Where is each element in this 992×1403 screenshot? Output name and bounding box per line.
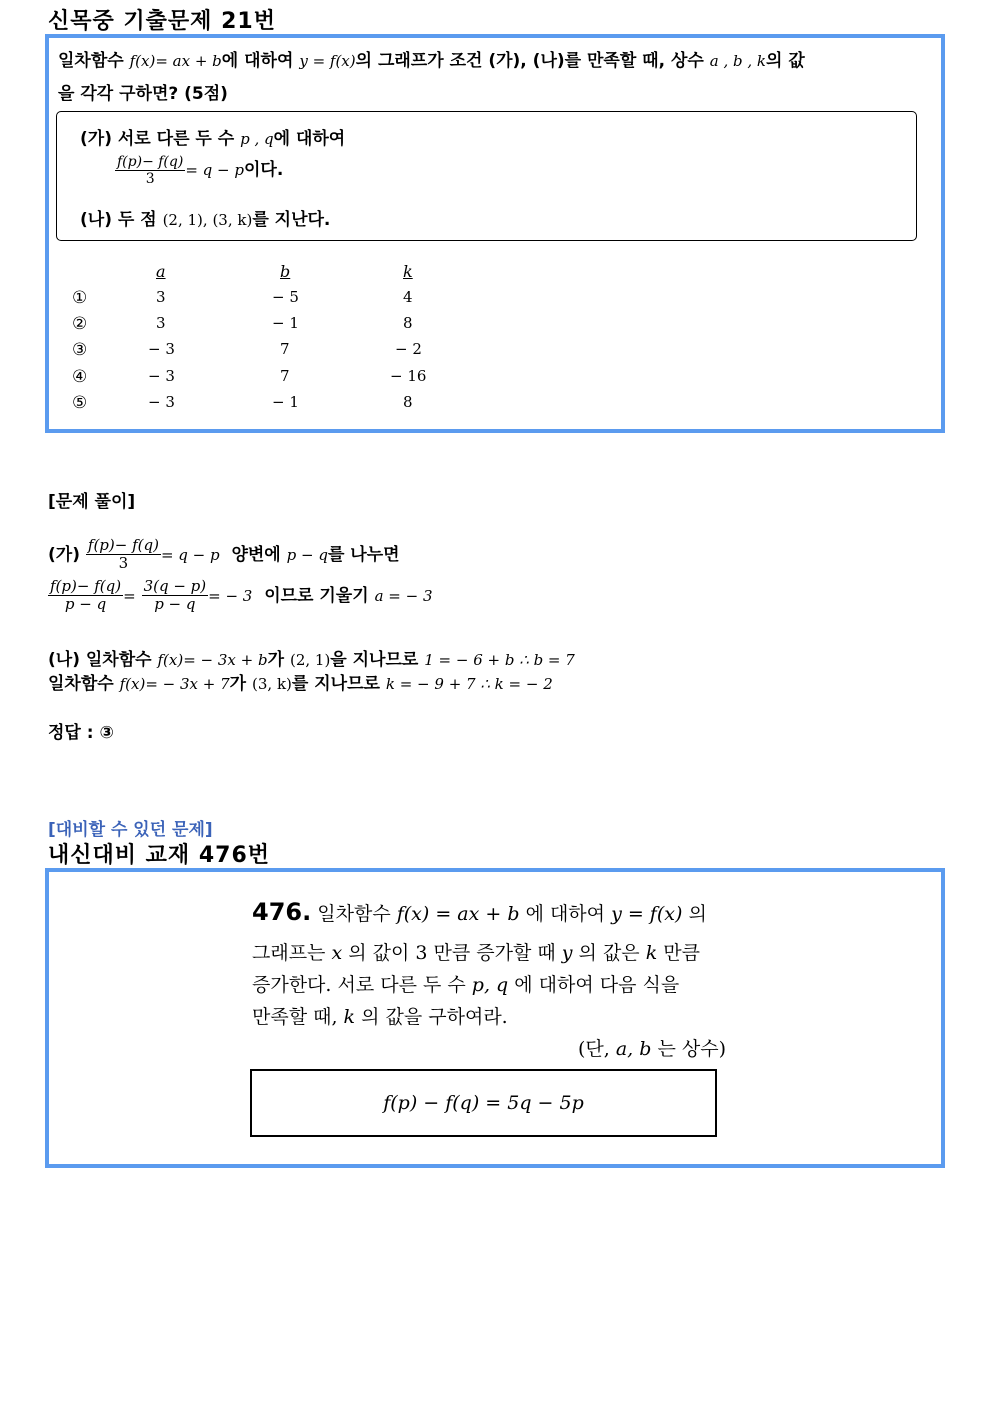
related-label: [대비할 수 있던 문제]	[48, 820, 213, 840]
answer: 정답 : ③	[48, 723, 114, 743]
solution-step-1: (가) $\frac{f(p)- f(q)}{3}$ = q − p 양변에 p − q를 나누면	[48, 536, 400, 573]
condition-ga: (가) 서로 다른 두 수 p , q에 대하여	[80, 129, 346, 149]
fraction: $\frac{f(p)- f(q)}{3}$	[117, 154, 184, 188]
related-title: 내신대비 교재 476번	[48, 843, 271, 868]
problem-line-2: 을 각각 구하면? (5점)	[58, 84, 228, 104]
solution-step-4: 일차함수 f(x)= − 3x + 7가 (3, k)를 지나므로 k = − 9 + 7 ∴ k = − 2	[48, 674, 553, 694]
related-line-3: 증가한다. 서로 다른 두 수 p, q 에 대하여 다음 식을	[252, 974, 680, 996]
constants: a , b , k	[709, 52, 766, 70]
related-line-2: 그래프는 x 의 값이 3 만큼 증가할 때 y 의 값은 k 만큼	[252, 942, 700, 964]
column-header-k: k	[403, 262, 413, 281]
solution-step-3: (나) 일차함수 f(x)= − 3x + b가 (2, 1)을 지나므로 1 = − 6 + b ∴ b = 7	[48, 650, 575, 670]
equation: f(p) − f(q) = 5q − 5p	[383, 1092, 584, 1114]
function-expression: f(x)= ax + b	[129, 52, 222, 70]
solution-heading: [문제 풀이]	[48, 492, 136, 512]
equation-box	[250, 1069, 717, 1137]
problem-line-1: 일차함수 f(x)= ax + b에 대하여 y = f(x)의 그래프가 조건 (가), (나)를 만족할 때, 상수 a , b , k의 값	[58, 51, 805, 71]
column-header-a: a	[156, 262, 166, 281]
problem-number: 476.	[252, 898, 312, 926]
condition-ga-formula: $\frac{f(p)- f(q)}{3}$ = q − p이다.	[117, 154, 284, 188]
page-title: 신목중 기출문제 21번	[48, 9, 276, 34]
solution-step-2: $\frac{f(p)- f(q)}{p - q}$ = $\frac{3(q - p)}{p - q}$ = − 3 이므로 기울기 a = − 3	[50, 577, 433, 614]
graph-expression: y = f(x)	[299, 52, 356, 70]
column-header-b: b	[280, 262, 291, 281]
condition-na: (나) 두 점 (2, 1), (3, k)를 지난다.	[80, 210, 331, 230]
related-line-1: 476. 일차함수 f(x) = ax + b 에 대하여 y = f(x) 의	[252, 898, 707, 926]
related-note: (단, a, b 는 상수)	[578, 1038, 726, 1060]
related-line-4: 만족할 때, k 의 값을 구하여라.	[252, 1006, 508, 1028]
